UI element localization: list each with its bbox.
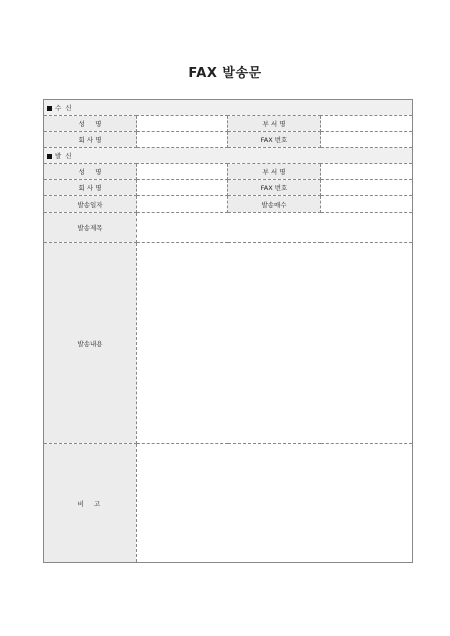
remarks-row [44,444,413,563]
recipient-fax-field[interactable] [321,132,413,148]
remarks-field[interactable] [137,444,413,563]
recipient-dept-field[interactable] [321,116,413,132]
send-pages-field[interactable] [321,196,413,213]
square-bullet-icon [47,106,52,111]
recipient-fax-label: FAX 번호 [228,132,321,148]
recipient-company-field[interactable] [137,132,228,148]
sender-company-label: 회 사 명 [44,180,137,196]
sender-row-3 [44,196,413,213]
recipient-dept-label: 부 서 명 [228,116,321,132]
recipient-section-header [44,100,413,116]
sender-row-2 [44,180,413,196]
recipient-section-row [44,100,413,116]
recipient-name-field[interactable] [137,116,228,132]
sender-section-header [44,148,413,164]
content-row [44,243,413,444]
document-title: FAX 발송문 [188,66,262,81]
recipient-company-label: 회 사 명 [44,132,137,148]
send-pages-label: 발송매수 [228,196,321,213]
recipient-row-1 [44,116,413,132]
subject-row [44,213,413,243]
sender-dept-field[interactable] [321,164,413,180]
sender-header-label: 발 신 [55,152,72,160]
sender-fax-field[interactable] [321,180,413,196]
fax-form-table [43,99,413,563]
content-label: 발송내용 [44,243,137,444]
recipient-name-label: 성 명 [44,116,137,132]
sender-row-1 [44,164,413,180]
recipient-header-label: 수 신 [55,104,72,112]
sender-company-field[interactable] [137,180,228,196]
send-date-field[interactable] [137,196,228,213]
sender-dept-label: 부 서 명 [228,164,321,180]
sender-name-field[interactable] [137,164,228,180]
subject-label: 발송제목 [44,213,137,243]
recipient-row-2 [44,132,413,148]
sender-name-label: 성 명 [44,164,137,180]
remarks-label: 비 고 [44,444,137,563]
content-field[interactable] [137,243,413,444]
send-date-label: 발송일자 [44,196,137,213]
sender-fax-label: FAX 번호 [228,180,321,196]
square-bullet-icon [47,154,52,159]
sender-section-row [44,148,413,164]
subject-field[interactable] [137,213,413,243]
